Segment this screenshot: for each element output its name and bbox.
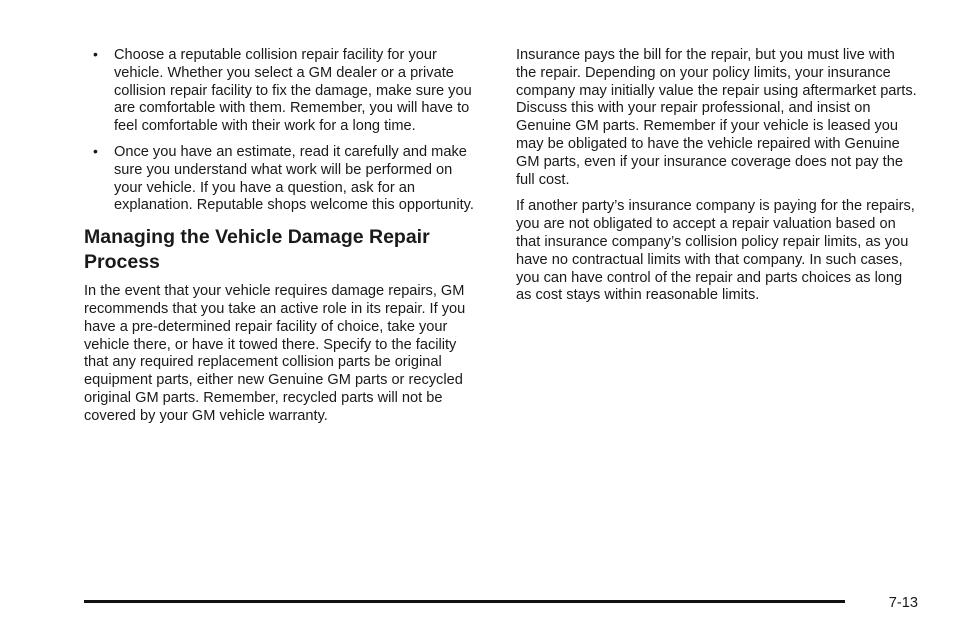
section-heading: Managing the Vehicle Damage Repair Process — [84, 226, 430, 274]
body-paragraph: In the event that your vehicle requires damage repairs, GM recommends that you take an active role in its repair. If you have a pre-determined repair facility of choice, take your vehicle there, or have it towed there. Specify to the facility that any required replacement collision parts be original equipment parts, either new Genuine GM parts or recycled original GM parts. Remember, recycled parts will not be covered by your GM vehicle warranty. — [84, 283, 466, 424]
bullet-text: Once you have an estimate, read it carefully and make sure you understand what work will be performed on your vehicle. If you have a question, ask for an explanation. Reputable shops welcome this opportunity. — [114, 143, 474, 214]
bullet-item — [84, 144, 482, 215]
bullet-dot-icon: • — [93, 46, 98, 62]
body-paragraph: Insurance pays the bill for the repair, but you must live with the repair. Depending on your policy limits, your insurance company may initially value the repair using aftermarket parts. Discuss this with your repair professional, and insist on Genuine GM parts. Remember if your vehicle is leased you may be obligated to have the vehicle repaired with Genuine GM parts, even if your insurance coverage does not pay the full cost. — [516, 47, 917, 188]
footer-rule — [84, 600, 845, 603]
left-column — [84, 47, 482, 435]
bullet-list — [84, 47, 482, 215]
bullet-item — [84, 47, 482, 136]
right-column — [516, 47, 918, 314]
body-paragraph: If another party’s insurance company is paying for the repairs, you are not obligated to accept a repair valuation based on that insurance company’s collision policy repair limits, as you have no contractual limits with that company. In such cases, you can have control of the repair and parts choices as long as cost stays within reasonable limits. — [516, 198, 915, 304]
page-number: 7-13 — [888, 595, 918, 611]
bullet-text: Choose a reputable collision repair facility for your vehicle. Whether you select a GM dealer or a private collision repair facility to fix the damage, make sure you are comfortable with them. Remember, you will have to feel comfortable with their work for a long time. — [114, 47, 472, 135]
bullet-dot-icon: • — [93, 142, 98, 159]
